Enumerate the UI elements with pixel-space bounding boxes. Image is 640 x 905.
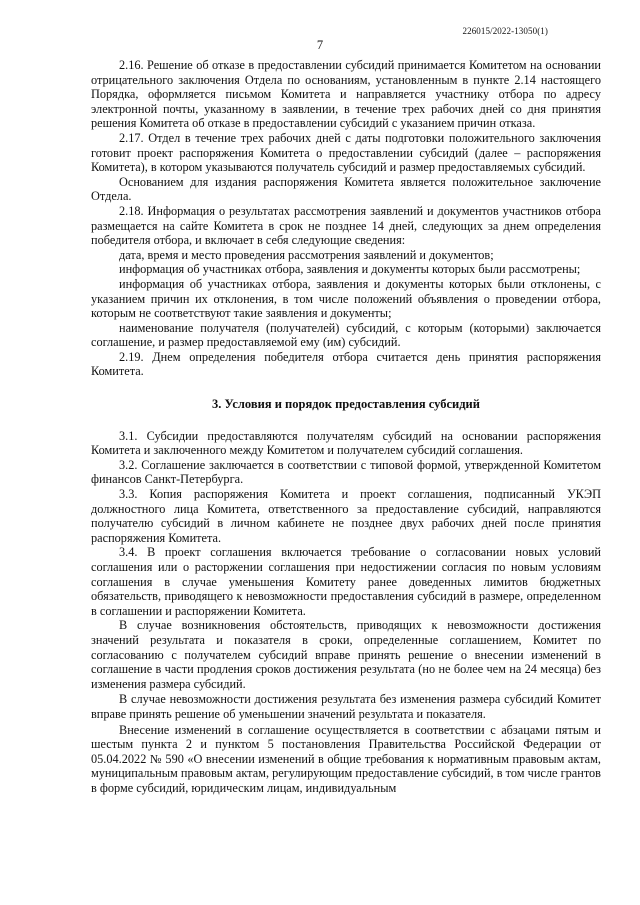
paragraph-2-18: 2.18. Информация о результатах рассмотрения заявлений и документов участников отбора размещается на сайте Комитета в срок не позднее 14 дней, следующих за днем определения победителя отбора, и включает в себя следующие сведения: [91,203,601,248]
document-id: 226015/2022-13050(1) [462,26,548,36]
paragraph-2-18-item-date: дата, время и место проведения рассмотрения заявлений и документов; [119,247,494,262]
paragraph-2-17-basis: Основанием для издания распоряжения Комитета является положительное заключение Отдела. [91,174,601,204]
paragraph-2-18-item-rejected: информация об участниках отбора, заявления и документы которых были отклонены, с указанием причин их отклонения, в том числе положений объявления о проведении отбора, которым не соответствуют такие заявления и документы; [91,276,601,321]
document-body [91,58,601,796]
paragraph-2-17: 2.17. Отдел в течение трех рабочих дней с даты подготовки положительного заключения готовит проект распоряжения Комитета о предоставлении субсидий (далее – распоряжения Комитета), в котором указываются получатель субсидий и размер предоставляемых субсидий. [91,130,601,175]
page-number: 7 [316,38,324,52]
paragraph-2-18-item-recipient: наименование получателя (получателей) субсидий, с которым (которыми) заключается соглашение, и размер предоставляемой ему (им) субсидий. [91,320,601,350]
paragraph-2-19: 2.19. Днем определения победителя отбора считается день принятия распоряжения Комитета. [91,349,601,379]
paragraph-2-16: 2.16. Решение об отказе в предоставлении субсидий принимается Комитетом на основании отрицательного заключения Отдела по основаниям, установленным в пункте 2.14 настоящего Порядка, оформляется письмом Комитета и направляется участнику отбора по адресу электронной почты, указанному в заявлении, в течение трех рабочих дней со дня принятия решения Комитета об отказе в предоставлении субсидий с указанием причин отказа. [91,58,601,131]
paragraph-3-4-circumstances: В случае возникновения обстоятельств, приводящих к невозможности достижения значений результата и показателя в сроки, определенные соглашением, Комитет по согласованию с получателем субсидий вправе принять решение о внесении изменений в соглашение в части продления сроков достижения результата (но не более чем на 24 месяца) без изменения размера субсидий. [91,618,601,691]
paragraph-3-4: 3.4. В проект соглашения включается требование о согласовании новых условий соглашения или о расторжении соглашения при недостижении согласия по новым условиям соглашения в случае уменьшения Комитету ранее доведенных лимитов бюджетных обязательств, приводящего к невозможности предоставления субсидий в размере, определенном в соглашении и распоряжении Комитета. [91,545,601,618]
section-title: 3. Условия и порядок предоставления субсидий [212,397,480,412]
paragraph-3-4-impossibility: В случае невозможности достижения результата без изменения размера субсидий Комитет вправе принять решение об уменьшении значений результата и показателя. [91,692,601,721]
paragraph-3-1: 3.1. Субсидии предоставляются получателям субсидий на основании распоряжения Комитета и заключенного между Комитетом и получателем субсидий соглашения. [91,428,601,458]
paragraph-3-4-amendments: Внесение изменений в соглашение осуществляется в соответствии с абзацами пятым и шестым пункта 2 и пунктом 5 постановления Правительства Российской Федерации от 05.04.2022 № 590 «О внесении изменений в общие требования к нормативным правовым актам, муниципальным правовым актам, регулирующим предоставление субсидий, в том числе грантов в форме субсидий, юридическим лицам, индивидуальным [91,722,601,795]
paragraph-3-2: 3.2. Соглашение заключается в соответствии с типовой формой, утвержденной Комитетом финансов Санкт-Петербурга. [91,457,601,487]
paragraph-3-3: 3.3. Копия распоряжения Комитета и проект соглашения, подписанный УКЭП должностного лица Комитета, ответственного за предоставление субсидий, направляются получателю субсидий в личном кабинете не позднее двух рабочих дней после принятия распоряжения Комитета. [91,487,601,545]
paragraph-2-18-item-considered: информация об участниках отбора, заявления и документы которых были рассмотрены; [119,262,581,277]
